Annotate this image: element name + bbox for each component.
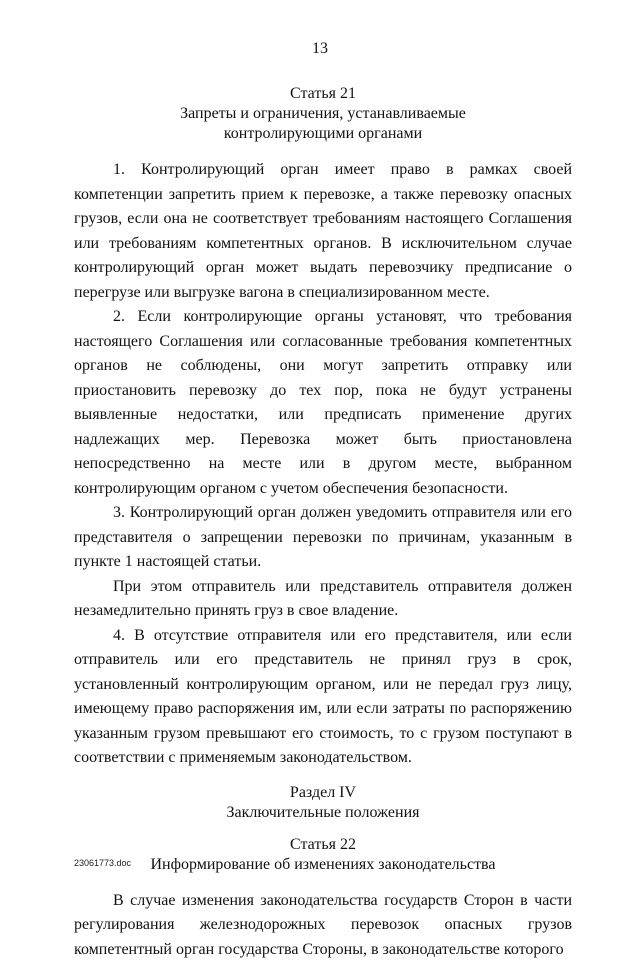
article-22-title: Информирование об изменениях законодательства xyxy=(74,855,572,875)
article-22-number: Статья 22 xyxy=(74,835,572,855)
article-21-paragraph-2: 2. Если контролирующие органы установят, что требования настоящего Соглашения или согласованные требования компетентных органов не соблюдены, они могут запретить отправку или приостановить перевозку до тех пор, пока не будут устранены выявленные недостатки, или предписать применение других надлежащих мер. Перевозка может быть приостановлена непосредственно на месте или в другом месте, выбранном контролирующим органом с учетом обеспечения безопасности. xyxy=(74,305,572,501)
article-21-paragraph-4: 4. В отсутствие отправителя или его представителя, или если отправитель или его представитель не принял груз в срок, установленный контролирующим органом, или не передал груз лицу, имеющему право распоряжения им, или если затраты по распоряжению указанным грузом превышают его стоимость, то с грузом поступают в соответствии с применяемым законодательством. xyxy=(74,624,572,771)
section-title: Заключительные положения xyxy=(74,803,572,823)
document-body xyxy=(74,84,572,962)
article-21-title-line2: контролирующими органами xyxy=(74,124,572,144)
document-file-code: 23061773.doc xyxy=(74,858,131,868)
article-21-number: Статья 21 xyxy=(74,84,572,104)
article-21-title-line1: Запреты и ограничения, устанавливаемые xyxy=(74,104,572,124)
article-21-paragraph-3: 3. Контролирующий орган должен уведомить отправителя или его представителя о запрещении перевозки по причинам, указанным в пункте 1 настоящей статьи. xyxy=(74,501,572,575)
article-21-paragraph-1: 1. Контролирующий орган имеет право в рамках своей компетенции запретить прием к перевозке, а также перевозку опасных грузов, если она не соответствует требованиям настоящего Соглашения или требованиям компетентных органов. В исключительном случае контролирующий орган может выдать перевозчику предписание о перегрузе или выгрузке вагона в специализированном месте. xyxy=(74,158,572,305)
article-22-paragraph-1: В случае изменения законодательства государств Сторон в части регулирования железнодорожных перевозок опасных грузов компетентный орган государства Стороны, в законодательстве которого xyxy=(74,889,572,962)
article-21-paragraph-3-continuation: При этом отправитель или представитель отправителя должен незамедлительно принять груз в свое владение. xyxy=(74,575,572,624)
page-number: 13 xyxy=(0,40,640,58)
section-number: Раздел IV xyxy=(74,783,572,803)
